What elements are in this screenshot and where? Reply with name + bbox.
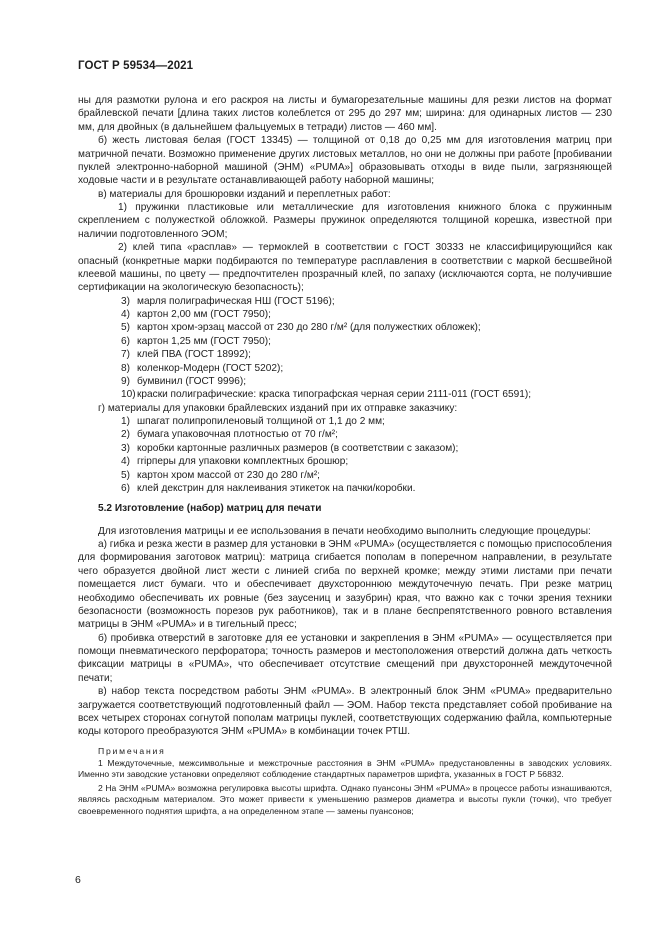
section-title: 5.2 Изготовление (набор) матриц для печати <box>98 503 322 515</box>
note-item: 2 На ЭНМ «PUMA» возможна регулировка высоты шрифта. Однако пуансоны ЭНМ «PUMA» в процессе работы изнашиваются, являясь расходным материалом. Это может привести к уменьшению размеров диаметра и высоты пукли (точки), что требует своевременного поднятия шрифта, а на определенном этапе — замены пуансонов; <box>78 782 612 816</box>
list-item: 6) картон 1,25 мм (ГОСТ 7950); <box>121 335 271 347</box>
list-item: 8) коленкор-Модерн (ГОСТ 5202); <box>121 362 284 374</box>
paragraph-intro: Для изготовления матрицы и ее использования в печати необходимо выполнить следующие процедуры: <box>98 525 591 537</box>
paragraph-item-v: в) материалы для брошюровки изданий и переплетных работ: <box>98 188 391 200</box>
paragraph-continuation: ны для размотки рулона и его раскроя на листы и бумагорезательные машины для резки листов на формат брайлевской печати [длина таких листов колеблется от 295 до 297 мм; ширина: для одинарных листов — 230 мм, для двойных (в дальнейшем фальцуемых в тетради) листов — 460 мм]. <box>78 95 612 133</box>
list-item: 10)краски полиграфические: краска типографская черная серии 2111-011 (ГОСТ 6591); <box>121 389 532 401</box>
list-item: 3) коробки картонные различных размеров (в соответствии с заказом); <box>121 442 459 454</box>
list-item: 4) гripперы для упаковки комплектных брошюр; <box>121 456 349 468</box>
list-item: 4) картон 2,00 мм (ГОСТ 7950); <box>121 309 271 320</box>
paragraph-item-v-1: 1) пружинки пластиковые или металлические для изготовления книжного блока с пружинным скреплением с полужесткой обложкой. Размеры пружинок определяются толщиной корешка, известной при наличии подготовленного ЭОМ; <box>78 202 612 240</box>
paragraph-item-g: г) материалы для упаковки брайлевских изданий при их отправке заказчику: <box>98 402 458 414</box>
document-body <box>78 94 612 819</box>
paragraph-step-a: а) гибка и резка жести в размер для установки в ЭНМ «PUMA» (осуществляется с помощью приспособления для формирования заготовок матриц): матрица сгибается пополам в поперечном направлении, в результате чего образуется двойной лист жести с линией сгиба по верхней кромке; между этими листами при печати помещается лист бумаги. что и обеспечивает двухстороннюю междуточечную печать. При резке матриц необходимо обеспечивать их ровные (без заусениц и зазубрин) края, что важно как с точки зрения техники безопасности (возможность порезов рук работников), так и в плане беспрепятственного ровного вставления матрицы в ЭНМ «PUMA» и в тигельный пресс; <box>78 539 612 631</box>
paragraph-item-v-2: 2) клей типа «расплав» — термоклей в соответствии с ГОСТ 30333 не классифицирующийся как опасный (конкретные марки подбираются по температуре расплавления в соответствии с маркой бесшвейной клеевой машины, по цвету — предпочтителен прозрачный клей, по запаху (исключаются сорта, не получившие сертификации на экологическую безопасность); <box>78 242 612 294</box>
list-item: 2) бумага упаковочная плотностью от 70 г/м²; <box>121 429 338 441</box>
document-header: ГОСТ Р 59534—2021 <box>78 60 194 72</box>
page-number: 6 <box>75 874 81 886</box>
paragraph-step-b: б) пробивка отверстий в заготовке для ее установки и закрепления в ЭНМ «PUMA» — осуществляется при помощи пневматического перфоратора; точность размеров и местоположения отверстий должна дать четкость фиксации матрицы в «PUMA», что обеспечивает отсутствие смещений при двухсторонней междуточечной печати; <box>78 632 612 684</box>
notes-block <box>78 746 612 817</box>
list-item: 5) картон хром массой от 230 до 280 г/м²; <box>121 469 320 481</box>
list-item: 6) клей декстрин для наклеивания этикеток на пачки/коробки. <box>121 482 416 494</box>
notes-title: Примечания <box>98 745 166 756</box>
paragraph-step-v: в) набор текста посредством работы ЭНМ «PUMA». В электронный блок ЭНМ «PUMA» предварительно загружается соответствующий подготовленный файл — ЭОМ. Набор текста представляет собой пробивание на всех четырех сторонах согнутой пополам матрицы пуклей, соответствующих содержанию файла, компьютерные коды которого преобразуются ЭНМ «PUMA» в комбинации точек РТШ. <box>78 686 612 738</box>
list-item: 9) бумвинил (ГОСТ 9996); <box>121 375 246 387</box>
list-item: 1) шпагат полипропиленовый толщиной от 1,1 до 2 мм; <box>121 416 385 427</box>
list-item: 5) картон хром-эрзац массой от 230 до 280 г/м² (для полужестких обложек); <box>121 322 481 334</box>
note-item: 1 Междуточечные, межсимвольные и межстрочные расстояния в ЭНМ «PUMA» предустановленны в заводских условиях. Именно эти заводские установки определяют соблюдение стандартных параметров шрифта, указанных в ГОСТ Р 56832. <box>78 758 612 780</box>
list-item: 7) клей ПВА (ГОСТ 18992); <box>121 349 251 361</box>
list-item: 3) марля полиграфическая НШ (ГОСТ 5196); <box>121 295 335 307</box>
paragraph-item-b: б) жесть листовая белая (ГОСТ 13345) — толщиной от 0,18 до 0,25 мм для изготовления матриц при матричной печати. Возможно применение других листовых металлов, но они не должны при работе [пробивании пуклей электронно-наборной машиной (ЭНМ) «PUMA»] образовывать отходы в виде пыли, загрязняющей ходовые части и в результате останавливающей работу наборной машины; <box>78 135 612 187</box>
